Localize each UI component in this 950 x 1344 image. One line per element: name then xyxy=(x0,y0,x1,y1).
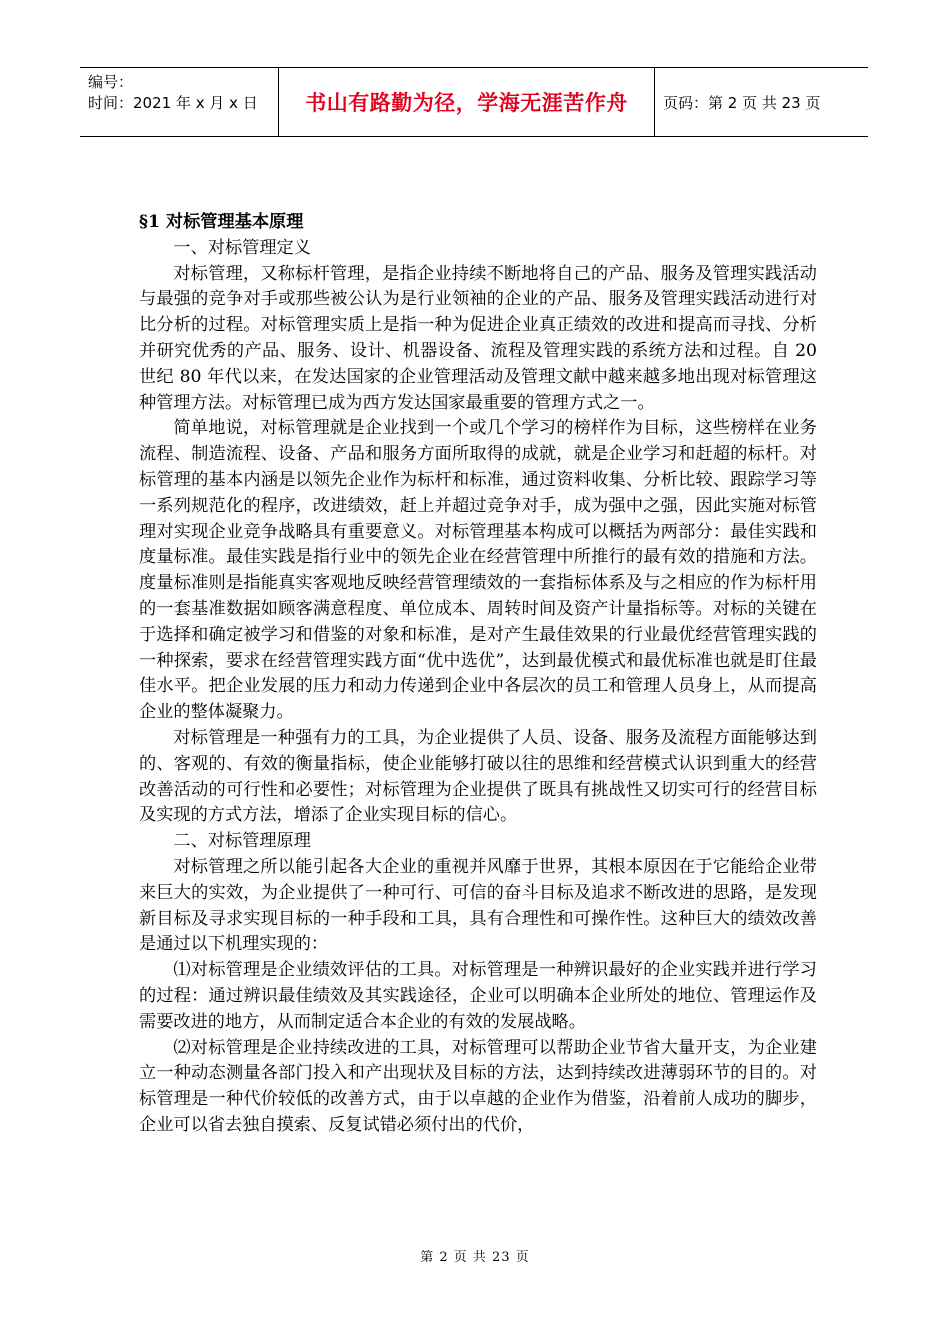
header-motto: 书山有路勤为径，学海无涯苦作舟 xyxy=(279,68,655,136)
paragraph: 对标管理，又称标杆管理，是指企业持续不断地将自己的产品、服务及管理实践活动与最强的竞争对手或那些被公认为是行业领袖的企业的产品、服务及管理实践活动进行对比分析的过程。对标管理实质上是指一种为促进企业真正绩效的改进和提高而寻找、分析并研究优秀的产品、服务、设计、机器设备、流程及管理实践的系统方法和过程。自 20 世纪 80 年代以来，在发达国家的企业管理活动及管理文献中越来越多地出现对标管理这种管理方法。对标管理已成为西方发达国家最重要的管理方式之一。 xyxy=(139,263,817,413)
paragraph: 简单地说，对标管理就是企业找到一个或几个学习的榜样作为目标，这些榜样在业务流程、制造流程、设备、产品和服务方面所取得的成就，就是企业学习和赶超的标杆。对标管理的基本内涵是以领先企业作为标杆和标准，通过资料收集、分析比较、跟踪学习等一系列规范化的程序，改进绩效，赶上并超过竞争对手，成为强中之强，因此实施对标管理对实现企业竞争战略具有重要意义。对标管理基本构成可以概括为两部分：最佳实践和度量标准。最佳实践是指行业中的领先企业在经营管理中所推行的最有效的措施和方法。度量标准则是指能真实客观地反映经营管理绩效的一套指标体系及与之相应的作为标杆用的一套基准数据如顾客满意程度、单位成本、周转时间及资产计量指标等。对标的关键在于选择和确定被学习和借鉴的对象和标准，是对产生最佳效果的行业最优经营管理实践的一种探索，要求在经营管理实践方面“优中选优”，达到最优模式和最优标准也就是盯住最佳水平。把企业发展的压力和动力传递到企业中各层次的员工和管理人员身上，从而提高企业的整体凝聚力。 xyxy=(139,418,817,723)
header-left-cell xyxy=(80,68,279,136)
document-body xyxy=(139,210,817,1139)
document-date-label: 时间：2021 年 x 月 x 日 xyxy=(88,94,258,112)
paragraph: 对标管理之所以能引起各大企业的重视并风靡于世界，其根本原因在于它能给企业带来巨大的实效，为企业提供了一种可行、可信的奋斗目标及追求不断改进的思路，是发现新目标及寻求实现目标的一种手段和工具，具有合理性和可操作性。这种巨大的绩效改善是通过以下机理实现的： xyxy=(139,856,817,955)
list-paragraph: ⑴对标管理是企业绩效评估的工具。对标管理是一种辨识最好的企业实践并进行学习的过程：通过辨识最佳绩效及其实践途径，企业可以明确本企业所处的地位、管理运作及需要改进的地方，从而制定适合本企业的有效的发展战略。 xyxy=(139,960,817,1032)
page-footer: 第 2 页 共 23 页 xyxy=(420,1250,530,1265)
list-paragraph: ⑵对标管理是企业持续改进的工具，对标管理可以帮助企业节省大量开支，为企业建立一种动态测量各部门投入和产出现状及目标的方法，达到持续改进薄弱环节的目的。对标管理是一种代价较低的改善方式，由于以卓越的企业作为借鉴，沿着前人成功的脚步，企业可以省去独自摸索、反复试错必须付出的代价， xyxy=(139,1037,817,1135)
document-number-label: 编号： xyxy=(88,73,134,91)
subsection-heading-definition: 一、对标管理定义 xyxy=(173,237,311,258)
page-header xyxy=(80,67,868,137)
paragraph: 对标管理是一种强有力的工具，为企业提供了人员、设备、服务及流程方面能够达到的、客观的、有效的衡量指标，使企业能够打破以往的思维和经营模式认识到重大的经营改善活动的可行性和必要性；对标管理为企业提供了既具有挑战性又切实可行的经营目标及实现的方式方法，增添了企业实现目标的信心。 xyxy=(139,727,817,826)
section-title: §1 对标管理基本原理 xyxy=(139,212,304,232)
subsection-heading-principle: 二、对标管理原理 xyxy=(173,831,311,852)
header-page-label: 页码：第 2 页 共 23 页 xyxy=(663,93,821,112)
